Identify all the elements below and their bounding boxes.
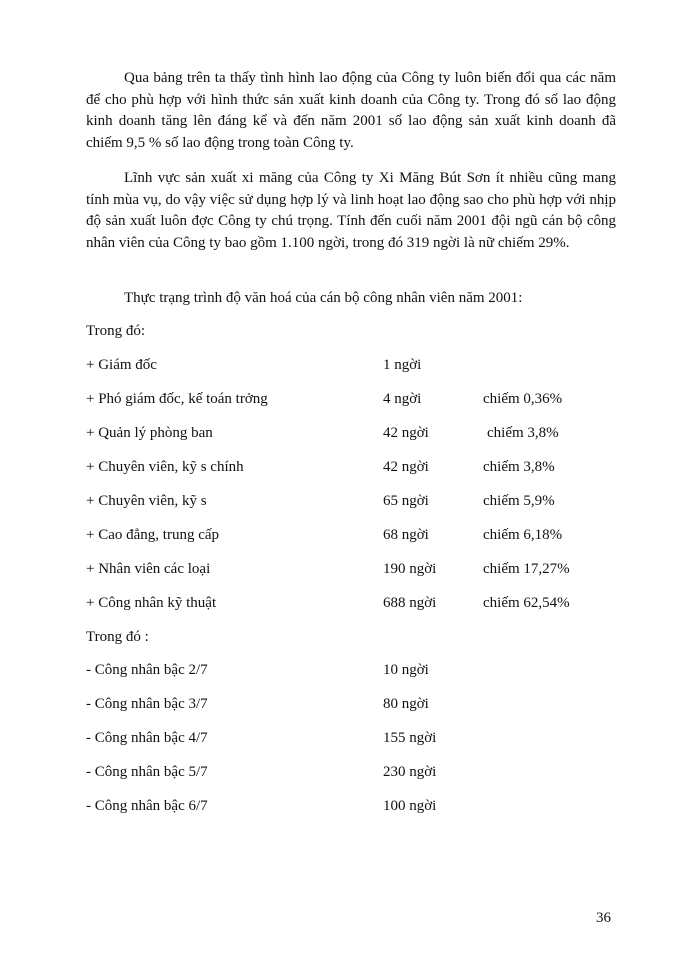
staff-row-department-managers [86, 423, 616, 443]
education-heading: Thực trạng trình độ văn hoá của cán bộ công nhân viên năm 2001: [124, 290, 523, 306]
staff-row-name: + Chuyên viên, kỹ s [86, 493, 207, 509]
staff-row-name: + Cao đẳng, trung cấp [86, 527, 220, 543]
worker-row-grade-3 [86, 694, 616, 714]
staff-row-name: + Chuyên viên, kỹ s chính [86, 459, 244, 475]
staff-row-count: 42 ngời [383, 459, 429, 475]
staff-breakdown-label: Trong đó: [86, 323, 146, 339]
staff-row-name: + Phó giám đốc, kế toán trởng [86, 391, 268, 407]
worker-row-grade-4 [86, 728, 616, 748]
staff-row-count: 190 ngời [383, 561, 437, 577]
staff-row-name: + Nhân viên các loại [86, 561, 211, 577]
staff-row-count: 42 ngời [383, 425, 429, 441]
staff-row-college-vocational [86, 525, 616, 545]
worker-row-count: 155 ngời [383, 730, 437, 746]
staff-row-name: + Công nhân kỹ thuật [86, 595, 217, 611]
paragraph-labor-change: Qua bảng trên ta thấy tình hình lao động của Công ty luôn biến đổi qua các năm để cho phù hợp với hình thức sản xuất kinh doanh của Công ty. Trong đó số lao động kinh doanh tăng lên đáng kể và đến năm 2001 số lao động sản xuất kinh doanh đã chiếm 9,5 % số lao động trong toàn Công ty. [86, 70, 616, 151]
staff-row-deputy-director-accountant [86, 389, 616, 409]
worker-row-count: 100 ngời [383, 798, 437, 814]
staff-row-engineers [86, 491, 616, 511]
worker-row-name: - Công nhân bậc 2/7 [86, 662, 208, 678]
staff-row-share: chiếm 3,8% [483, 459, 555, 475]
worker-breakdown-label: Trong đó : [86, 629, 149, 645]
staff-row-other-staff [86, 559, 616, 579]
staff-row-share: chiếm 3,8% [487, 425, 559, 441]
worker-row-grade-2 [86, 660, 616, 680]
worker-row-name: - Công nhân bậc 6/7 [86, 798, 208, 814]
staff-row-count: 4 ngời [383, 391, 422, 407]
paragraph-seasonal-production: Lĩnh vực sản xuất xi măng của Công ty Xi Măng Bút Sơn ít nhiều cũng mang tính mùa vụ, do vậy việc sử dụng hợp lý và linh hoạt lao động sao cho phù hợp với nhịp độ sản xuất luôn đợc Công ty chú trọng. Tính đến cuối năm 2001 đội ngũ cán bộ công nhân viên của Công ty bao gồm 1.100 ngời, trong đó 319 ngời là nữ chiếm 29%. [86, 170, 616, 251]
worker-row-name: - Công nhân bậc 4/7 [86, 730, 208, 746]
worker-row-grade-6 [86, 796, 616, 816]
worker-row-count: 230 ngời [383, 764, 437, 780]
staff-row-count: 65 ngời [383, 493, 429, 509]
staff-row-count: 68 ngời [383, 527, 429, 543]
page-number: 36 [596, 910, 611, 926]
staff-row-share: chiếm 0,36% [483, 391, 563, 407]
staff-row-count: 688 ngời [383, 595, 437, 611]
staff-row-name: + Quản lý phòng ban [86, 425, 213, 441]
worker-row-count: 10 ngời [383, 662, 429, 678]
staff-row-share: chiếm 17,27% [483, 561, 570, 577]
worker-row-name: - Công nhân bậc 5/7 [86, 764, 208, 780]
staff-row-share: chiếm 5,9% [483, 493, 555, 509]
staff-row-technical-workers [86, 593, 616, 613]
staff-row-director [86, 355, 616, 375]
staff-row-senior-engineers [86, 457, 616, 477]
staff-row-share: chiếm 6,18% [483, 527, 563, 543]
worker-row-name: - Công nhân bậc 3/7 [86, 696, 208, 712]
worker-row-grade-5 [86, 762, 616, 782]
staff-row-share: chiếm 62,54% [483, 595, 570, 611]
staff-row-count: 1 ngời [383, 357, 422, 373]
staff-row-name: + Giám đốc [86, 357, 157, 373]
worker-row-count: 80 ngời [383, 696, 429, 712]
